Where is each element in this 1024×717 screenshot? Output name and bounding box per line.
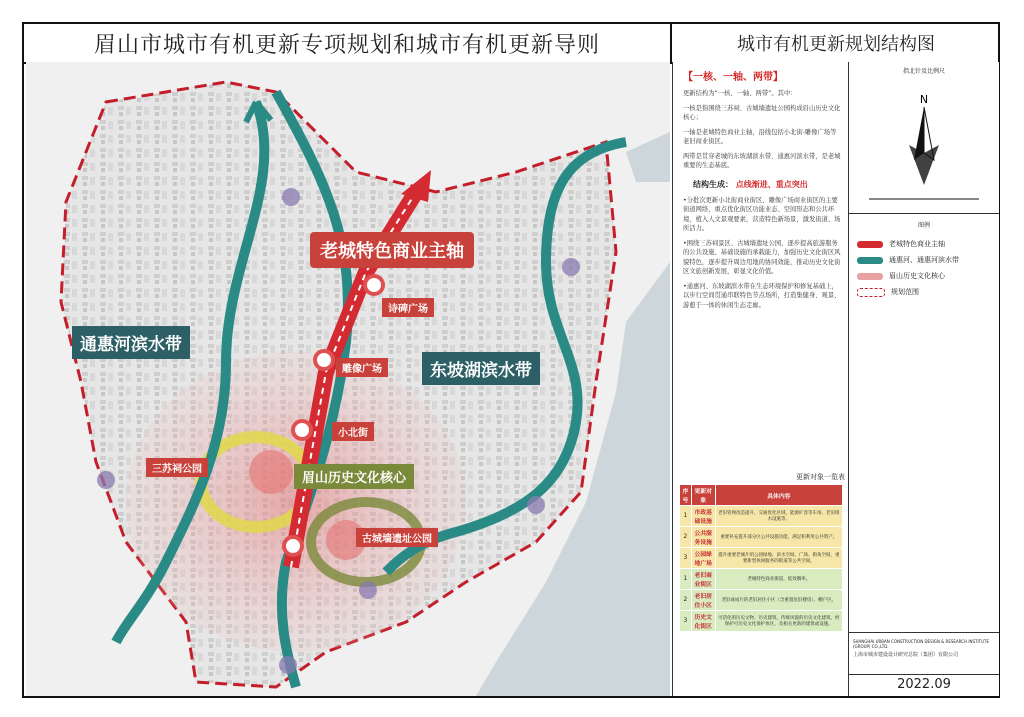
label-xiaobei-street: 小北街: [332, 422, 374, 441]
table-row-name: 老旧居住小区: [691, 590, 715, 611]
table-row-name: 历史文化街区: [691, 611, 715, 632]
structure-axis: 一轴是老城特色商业主轴，沿线包括小北街-雕像广场等老旧商业街区。: [683, 128, 837, 145]
legend-item: 规划范围: [857, 287, 999, 297]
table-row-name: 公园绿地广场: [691, 548, 715, 569]
map-canvas: [26, 62, 670, 696]
label-shibei-square: 诗碑广场: [382, 298, 434, 317]
legend-item: 老城特色商业主轴: [857, 239, 999, 249]
update-table: [679, 484, 843, 632]
label-historic-core: 眉山历史文化核心: [294, 464, 414, 489]
description-panel: [672, 62, 849, 696]
table-row-no: 3: [680, 548, 692, 569]
legend-caption: 图例: [917, 222, 930, 229]
generation-item-3: •通惠河、东坡湖滨水带在生态环境保护和修复基础上，以步行空间贯通串联特色节点场所，打造集健身、观景、游憩于一体的休闲生态走廊。: [683, 282, 841, 309]
generation-label: 结构生成：: [693, 179, 733, 189]
company-name-en: SHANGHAI URBAN CONSTRUCTION DESIGN & RESEARCH INSTITUTE (GROUP) CO.,LTD.: [853, 639, 989, 649]
table-row-name: 公共服务设施: [691, 527, 715, 548]
col-desc: 具体内容: [715, 485, 842, 506]
structure-belts: 两带是贯穿老城的东坡湖滨水带、通惠河滨水带，是老城重要的生态基底。: [683, 152, 841, 169]
table-row-no: 2: [680, 590, 692, 611]
table-row-no: 1: [680, 506, 692, 527]
legend-column: [848, 62, 999, 696]
main-title: 眉山市城市有机更新专项规划和城市有机更新导则: [24, 24, 670, 64]
table-row-desc: 老旧管网改造提升，交通优化区域，能源扩容等车场、老旧排水设施等。: [715, 506, 842, 527]
label-gucheng-park: 古城墙遗址公园: [356, 528, 438, 547]
table-row-desc: 提升重要老城片的公园绿地、滨水空间、广场、街角空间，重要新型休闲服务的街道等公共空间。: [715, 548, 842, 569]
generation-item-2: •围绕三苏祠景区、古城墙遗址公园，逐步提高旅游服务的公共设施、基础设施的承载能力，加强历史文化街区风貌特色，逐步提升周边用地的协同效能，推动历史文化街区文旅创新发展，彰显文化价值。: [683, 239, 841, 275]
table-row-desc: 老旧或成片的老旧居住小区（含重置危旧楼房）、棚户区。: [715, 590, 842, 611]
north-arrow-icon: [849, 75, 999, 205]
label-dongpo-belt: 东坡湖滨水带: [422, 352, 540, 385]
svg-text:N: N: [919, 93, 929, 106]
table-row-desc: 重要补充提升部分区公共设施功能，满足和利用公共资产。: [715, 527, 842, 548]
label-sansu-park: 三苏祠公园: [146, 458, 208, 477]
label-old-axis: 老城特色商业主轴: [310, 232, 474, 268]
generation-value: 点线渐进、重点突出: [735, 179, 808, 189]
company-name-cn: 上海市城市建设设计研究总院（集团）有限公司: [853, 652, 959, 658]
structure-core: 一核是指围绕三苏祠、古城墙遗址公园构成眉山历史文化核心；: [683, 104, 841, 121]
table-row-no: 2: [680, 527, 692, 548]
label-tonghui-belt: 通惠河滨水带: [72, 326, 190, 359]
table-row-name: 市政基础设施: [691, 506, 715, 527]
table-row-no: 1: [680, 569, 692, 590]
table-row-no: 3: [680, 611, 692, 632]
table-row-name: 老旧商业街区: [691, 569, 715, 590]
planning-map[interactable]: [26, 62, 670, 696]
structure-heading: 【一核、一轴、两带】: [683, 72, 783, 83]
table-row-desc: 老城特色商业街道，低效腾率。: [715, 569, 842, 590]
structure-intro: 更新结构为“一核、一轴、两带”。其中：: [683, 90, 797, 97]
date-label: 2022.09: [849, 674, 999, 692]
col-name: 更新对象: [691, 485, 715, 506]
table-row-desc: 可活化的历史文物、历史建筑，传统风貌的历史文化建筑，经保护可历史文化保护体区，及相关更新的建筑或设施。: [715, 611, 842, 632]
col-no: 序号: [680, 485, 692, 506]
label-diaoxiang-square: 雕像广场: [336, 358, 388, 377]
table-title: 更新对象一览表: [796, 473, 845, 481]
compass-caption: 指北针及比例尺: [902, 68, 945, 75]
generation-item-1: •分批次更新小北街商业街区、雕像广场商业街区的主要街道网络，重点优化街区功能业态、空间形态和公共环境，植入人文景观要素，营造特色新场景，激发街道、场所活力。: [683, 196, 841, 232]
legend-item: 通惠河、通惠河滨水带: [857, 255, 999, 265]
legend-item: 眉山历史文化核心: [857, 271, 999, 281]
map-title: 城市有机更新规划结构图: [670, 24, 1000, 64]
